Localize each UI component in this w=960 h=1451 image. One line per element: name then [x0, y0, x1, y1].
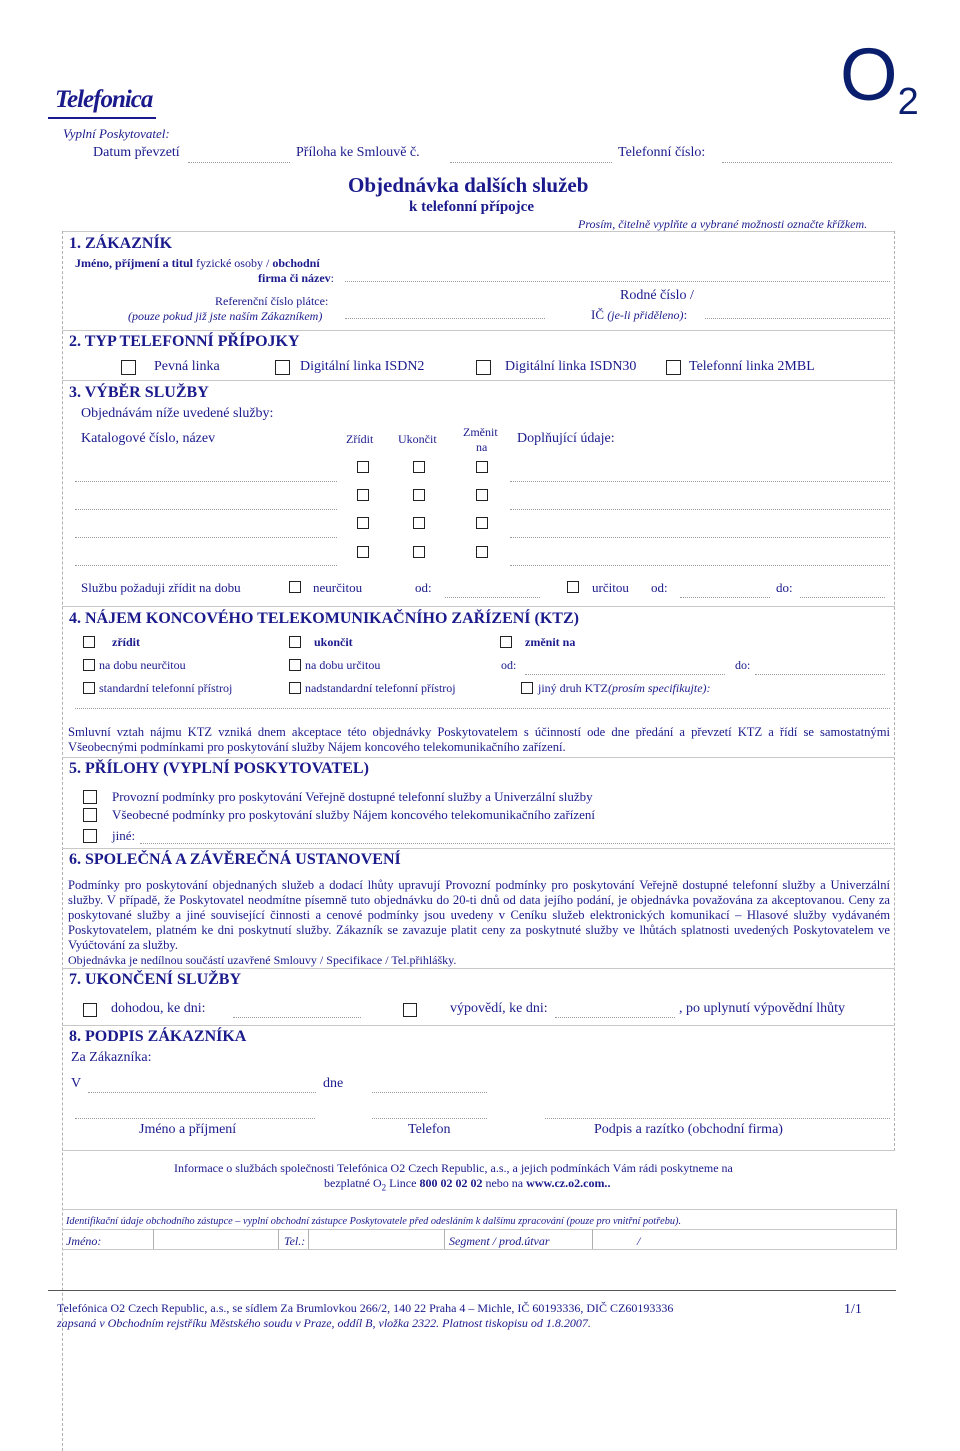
name-field[interactable]: [75, 1118, 315, 1119]
date-label: dne: [323, 1076, 344, 1091]
firm-name-bold: firma či název: [258, 271, 331, 285]
agent-box-right: [896, 1209, 897, 1249]
agreement-date-field[interactable]: [233, 1017, 361, 1018]
ktz-from-field[interactable]: [525, 674, 725, 675]
o2-logo: [840, 30, 919, 147]
ic-colon: :: [683, 307, 688, 322]
terms-text-2: Objednávka je nedílnou součástí uzavřené Smlouvy / Specifikace / Tel.přihlášky.: [68, 953, 457, 967]
definite-from-field[interactable]: [680, 597, 770, 598]
ktz-above-standard-label: nadstandardní telefonní přístroj: [305, 681, 456, 695]
agent-phone-label: Tel.:: [284, 1234, 306, 1248]
footer-line-2: zapsaná v Obchodním rejstříku Městského soudu v Praze, oddíl B, vložka 2322. Platnost tiskopisu od 1.8.2007.: [57, 1316, 591, 1330]
info-web-link[interactable]: www.cz.o2.com.: [526, 1176, 608, 1190]
checkbox-change-2[interactable]: [476, 489, 488, 501]
notice-after-label: , po uplynutí výpovědní lhůty: [679, 1001, 846, 1016]
checkbox-ktz-indefinite[interactable]: [83, 659, 95, 671]
info-end: .: [607, 1176, 611, 1190]
ktz-create-label: zřídit: [112, 635, 140, 649]
section-8-heading: 8. PODPIS ZÁKAZNÍKA: [69, 1028, 247, 1045]
page-subtitle: k telefonní přípojce: [409, 199, 534, 215]
section-7-heading: 7. UKONČENÍ SLUŽBY: [69, 971, 242, 988]
indefinite-label: neurčitou: [313, 580, 363, 595]
checkbox-create-3[interactable]: [357, 517, 369, 529]
extra-field-1[interactable]: [510, 481, 890, 482]
section-8-top-border: [62, 1025, 895, 1026]
date-received-label: Datum převzetí: [93, 145, 180, 160]
option-isdn30: Digitální linka ISDN30: [505, 359, 637, 374]
agent-divider-2: [278, 1229, 279, 1249]
definite-from-label: od:: [651, 580, 668, 595]
attachment-item-2: Všeobecné podmínky pro poskytování služby Nájem koncového telekomunikačního zařízení: [112, 807, 596, 822]
ktz-definite-label: na dobu určitou: [305, 658, 381, 672]
instruction: Prosím, čitelně vyplňte a vybrané možnosti označte křížkem.: [578, 217, 868, 231]
logo-underline: [48, 117, 156, 119]
col-create: Zřídit: [346, 432, 374, 446]
section-3-heading: 3. VÝBĚR SLUŽBY: [69, 384, 209, 401]
checkbox-ktz-definite[interactable]: [289, 659, 301, 671]
checkbox-isdn30[interactable]: [476, 360, 491, 375]
attachment-field[interactable]: [450, 162, 612, 163]
agent-name-label: Jméno:: [66, 1234, 102, 1248]
checkbox-cancel-2[interactable]: [413, 489, 425, 501]
definite-label: určitou: [592, 580, 629, 595]
birth-number-label: Rodné číslo /: [620, 288, 694, 303]
phone-field[interactable]: [372, 1118, 487, 1119]
catalog-field-2[interactable]: [75, 509, 337, 510]
telefonica-logo: Telefonica: [55, 86, 153, 113]
name-label: Jméno a příjmení: [139, 1122, 237, 1137]
ktz-to-field[interactable]: [755, 674, 885, 675]
info-or: nebo na: [482, 1176, 527, 1190]
checkbox-notice[interactable]: [403, 1003, 417, 1017]
footer-line-1: Telefónica O2 Czech Republic, a.s., se sídlem Za Brumlovkou 266/2, 140 22 Praha 4 – Michle, IČ 60193336, DIČ CZ60193336: [57, 1301, 674, 1315]
section-2-heading: 2. TYP TELEFONNÍ PŘÍPOJKY: [69, 333, 300, 350]
col-catalog: Katalogové číslo, název: [81, 431, 216, 446]
signature-field[interactable]: [545, 1118, 890, 1119]
catalog-field-4[interactable]: [75, 565, 337, 566]
section-1-top-border: [62, 231, 895, 232]
ic-note: (je-li přiděleno): [607, 308, 684, 322]
section-1-heading: 1. ZÁKAZNÍK: [69, 235, 173, 252]
extra-field-4[interactable]: [510, 565, 890, 566]
services-intro: Objednávám níže uvedené služby:: [81, 406, 274, 421]
checkbox-2mbl[interactable]: [666, 360, 681, 375]
checkbox-indefinite[interactable]: [289, 581, 301, 593]
ktz-from-label: od:: [501, 658, 517, 672]
from-field[interactable]: [445, 597, 540, 598]
option-2mbl: Telefonní linka 2MBL: [689, 359, 815, 374]
section-6-top-border: [62, 848, 895, 849]
page-title: Objednávka dalších služeb: [348, 173, 589, 197]
filled-by-provider: Vyplní Poskytovatel:: [63, 126, 170, 141]
ref-number-note: (pouze pokud již jste naším Zákazníkem): [128, 309, 323, 323]
phone-label: Telefon: [408, 1122, 451, 1137]
col-cancel: Ukončit: [398, 432, 437, 446]
agent-divider-3: [308, 1229, 309, 1249]
col-extra: Doplňující údaje:: [517, 431, 615, 446]
checkbox-ktz-change[interactable]: [500, 636, 512, 648]
for-customer-label: Za Zákazníka:: [71, 1050, 152, 1065]
checkbox-ktz-above-standard[interactable]: [289, 682, 301, 694]
o2-logo-digit: 2: [897, 81, 919, 123]
name-bold: Jméno, příjmení a titul: [75, 256, 193, 270]
catalog-field-3[interactable]: [75, 537, 337, 538]
customer-name-label-line1: [75, 256, 320, 271]
ic-label: [591, 307, 687, 323]
place-field[interactable]: [88, 1092, 316, 1093]
from-label: od:: [415, 580, 432, 595]
ktz-cancel-label: ukončit: [314, 635, 353, 649]
ktz-note: Smluvní vztah nájmu KTZ vzniká dnem akceptace této objednávky Poskytovatelem s účinností ode dne předání a převzetí KTZ a řídí se samostatnými Všeobecnými podmínkami pro poskytování služby Nájem koncového telekomunikačního zařízení.: [68, 725, 890, 754]
checkbox-create-2[interactable]: [357, 489, 369, 501]
section-8-bottom-border: [62, 1150, 895, 1151]
attachment-item-3: jiné:: [112, 828, 136, 843]
col-change-line1: Změnit: [463, 425, 498, 439]
name-rest: fyzické osoby /: [193, 256, 273, 270]
agent-box-mid: [62, 1229, 897, 1230]
checkbox-change-3[interactable]: [476, 517, 488, 529]
checkbox-ktz-other[interactable]: [521, 682, 533, 694]
info-line-2: [324, 1176, 610, 1192]
checkbox-change-1[interactable]: [476, 461, 488, 473]
checkbox-ktz-create[interactable]: [83, 636, 95, 648]
ktz-standard-label: standardní telefonní přístroj: [99, 681, 233, 695]
checkbox-change-4[interactable]: [476, 546, 488, 558]
section-7-top-border: [62, 968, 895, 969]
option-isdn2: Digitální linka ISDN2: [300, 359, 425, 374]
name-bold2: obchodní: [272, 256, 320, 270]
ref-number-label: Referenční číslo plátce:: [215, 294, 329, 308]
duration-label: Službu požaduji zřídit na dobu: [81, 580, 241, 595]
attachment-label: Příloha ke Smlouvě č.: [296, 145, 420, 160]
checkbox-isdn2[interactable]: [275, 360, 290, 375]
agent-note: Identifikační údaje obchodního zástupce – vyplní obchodní zástupce Poskytovatele před odesláním k dalšímu zpracování (pouze pro vnitřní potřebu).: [66, 1216, 682, 1227]
info-phone: 800 02 02 02: [419, 1176, 483, 1190]
right-border: [894, 231, 895, 1151]
checkbox-attachment-1[interactable]: [83, 790, 97, 804]
agent-divider-5: [592, 1229, 593, 1249]
date-field[interactable]: [372, 1092, 487, 1093]
agent-divider-1: [153, 1229, 154, 1249]
info-mid: Lince: [386, 1176, 420, 1190]
info-prefix: bezplatné O: [324, 1176, 382, 1190]
notice-label: výpovědí, ke dni:: [450, 1001, 548, 1016]
place-label: V: [71, 1076, 82, 1091]
info-line-1: Informace o službách společnosti Telefónica O2 Czech Republic, a.s., a jejich podmínkách Vám rádi poskytneme na: [174, 1161, 733, 1175]
notice-date-field[interactable]: [555, 1017, 675, 1018]
agent-divider-4: [444, 1229, 445, 1249]
agent-segment-label: Segment / prod.útvar: [449, 1234, 550, 1248]
checkbox-create-4[interactable]: [357, 546, 369, 558]
section-4-heading: 4. NÁJEM KONCOVÉHO TELEKOMUNIKAČNÍHO ZAŘÍZENÍ (KTZ): [69, 610, 579, 627]
section-6-heading: 6. SPOLEČNÁ A ZÁVĚREČNÁ USTANOVENÍ: [69, 851, 401, 868]
ktz-specify-field[interactable]: [75, 708, 890, 709]
section-4-top-border: [62, 606, 895, 607]
ic-field[interactable]: [705, 318, 890, 319]
customer-name-label-line2: [258, 271, 334, 286]
section-5-top-border: [62, 757, 895, 758]
definite-to-label: do:: [776, 580, 793, 595]
attachment-other-field[interactable]: [140, 843, 890, 844]
section-5-heading: 5. PŘÍLOHY (VYPLNÍ POSKYTOVATEL): [69, 760, 369, 777]
catalog-field-1[interactable]: [75, 481, 337, 482]
option-pevna-linka: Pevná linka: [154, 359, 220, 374]
checkbox-attachment-2[interactable]: [83, 808, 97, 822]
agent-slash: /: [637, 1234, 641, 1248]
left-border: [62, 231, 63, 1451]
customer-name-field[interactable]: [345, 281, 890, 282]
ktz-other-text: jiný druh KTZ: [538, 681, 608, 695]
checkbox-agreement[interactable]: [83, 1003, 97, 1017]
phone-number-field[interactable]: [722, 162, 892, 163]
date-received-field[interactable]: [188, 162, 290, 163]
checkbox-create-1[interactable]: [357, 461, 369, 473]
agent-box-top: [62, 1209, 897, 1210]
checkbox-ktz-cancel[interactable]: [289, 636, 301, 648]
ktz-other-note: (prosím specifikujte):: [608, 681, 711, 695]
footer-rule: [48, 1290, 896, 1291]
signature-label: Podpis a razítko (obchodní firma): [594, 1122, 783, 1137]
checkbox-cancel-1[interactable]: [413, 461, 425, 473]
ic-text: IČ: [591, 307, 604, 322]
info-sub: 2: [381, 1182, 387, 1193]
ktz-other-label: [538, 681, 711, 696]
col-change-line2: na: [476, 440, 488, 454]
extra-field-2[interactable]: [510, 509, 890, 510]
o2-logo-letter: O: [840, 33, 898, 116]
ktz-to-label: do:: [735, 658, 751, 672]
attachment-item-1: Provozní podmínky pro poskytování Veřejně dostupné telefonní služby a Univerzální služby: [112, 789, 593, 804]
checkbox-attachment-3[interactable]: [83, 829, 97, 843]
section-2-top-border: [62, 330, 895, 331]
ktz-indefinite-label: na dobu neurčitou: [99, 658, 186, 672]
phone-number-label: Telefonní číslo:: [618, 145, 706, 160]
section-3-top-border: [62, 380, 895, 381]
checkbox-cancel-4[interactable]: [413, 546, 425, 558]
checkbox-definite[interactable]: [567, 581, 579, 593]
ktz-change-label: změnit na: [525, 635, 576, 649]
extra-field-3[interactable]: [510, 537, 890, 538]
terms-text: Podmínky pro poskytování objednaných služeb a dodací lhůty upravují Provozní podmínky pro poskytování Veřejně dostupné telefonní služby a Univerzální služby. V případě, že Poskytovatel neodmítne písemně tuto objednávku do 20-ti dnů od data jejího podání, je objednávka považována za akceptovanou. Ceny za poskytované služby a jiné související činnosti a cenové podmínky jsou uvedeny v Ceníku služeb elektronických komunikací – Hlasové služby vydávaném Poskytovatelem, platném ke dni poskytnutí služby. Zákazník se zavazuje platit ceny za poskytnuté služby ve lhůtách splatnosti uvedených Poskytovatelem ve Vyúčtování za služby.: [68, 878, 890, 952]
ref-number-field[interactable]: [345, 318, 545, 319]
checkbox-ktz-standard[interactable]: [83, 682, 95, 694]
agreement-label: dohodou, ke dni:: [111, 1001, 206, 1016]
checkbox-pevna-linka[interactable]: [121, 360, 136, 375]
checkbox-cancel-3[interactable]: [413, 517, 425, 529]
page-number: 1/1: [844, 1302, 862, 1317]
definite-to-field[interactable]: [800, 597, 885, 598]
agent-box-bottom: [62, 1249, 897, 1250]
firm-name-colon: :: [330, 271, 334, 285]
